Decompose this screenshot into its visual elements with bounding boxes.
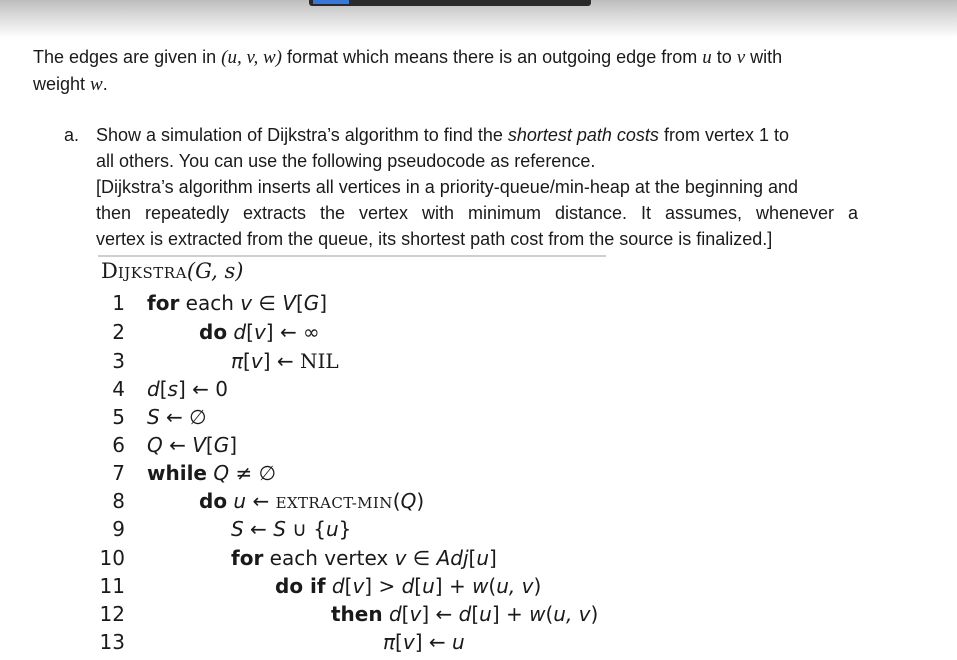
question-marker: a. [64,125,80,145]
line-number: 3 [112,349,125,373]
question-line: Show a simulation of Dijkstra’s algorithm to find the shortest path costs from vertex 1 to [96,125,789,145]
code-line-12: then d[v] ← d[u] + w(u, v) [331,602,599,626]
code-line-1: for each v ∈ V[G] [147,291,328,315]
code-line-4: d[s] ← 0 [147,377,228,401]
algorithm-title: DIJKSTRA(G, s) [101,259,244,283]
code-line-9: S ← S ∪ {u} [231,517,352,541]
line-number: 7 [112,461,125,485]
code-line-10: for each vertex v ∈ Adj[u] [231,546,497,570]
code-line-7: while Q ≠ ∅ [147,461,277,485]
intro-paragraph [33,44,893,98]
math-var: w [90,74,103,95]
line-number: 12 [99,602,125,626]
intro-text: format which means there is an outgoing edge from [281,47,703,67]
question-line: then repeatedly extracts the vertex with minimum distance. It assumes, whenever a [96,203,858,223]
line-number: 4 [112,377,125,401]
question-a-text [96,122,858,252]
math-var: u [702,47,712,68]
line-number: 2 [112,320,125,344]
window-tab-strip[interactable] [309,0,591,6]
line-number: 13 [99,630,125,654]
intro-text: to [711,47,737,67]
code-line-3: π[v] ← NIL [231,349,339,373]
line-number: 8 [112,489,125,513]
emphasis-text: shortest path costs [507,125,659,145]
line-number: 5 [112,405,125,429]
question-line: vertex is extracted from the queue, its shortest path cost from the source is finalized.] [96,229,773,249]
intro-text: . [102,74,108,94]
line-number: 1 [112,291,125,315]
code-line-2: do d[v] ← ∞ [199,320,320,344]
code-line-8: do u ← EXTRACT-MIN(Q) [199,489,425,513]
line-number: 9 [112,517,125,541]
code-line-6: Q ← V[G] [147,433,238,457]
code-line-11: do if d[v] > d[u] + w(u, v) [275,574,542,598]
intro-text: weight [33,74,91,94]
question-line: [Dijkstra’s algorithm inserts all vertices in a priority-queue/min-heap at the beginning and [96,177,799,197]
line-number: 6 [112,433,125,457]
math-var: v [736,47,746,68]
browser-top-bar [0,0,957,38]
code-line-13: π[v] ← u [383,630,465,654]
math-tuple: (u, v, w) [221,47,282,68]
line-number: 11 [99,574,125,598]
line-number: 10 [99,546,125,570]
code-line-5: S ← ∅ [147,405,207,429]
question-line: all others. You can use the following pseudocode as reference. [96,151,596,171]
intro-text: with [745,47,783,67]
intro-text: The edges are given in [33,47,222,67]
tab-accent-indicator [313,0,349,4]
